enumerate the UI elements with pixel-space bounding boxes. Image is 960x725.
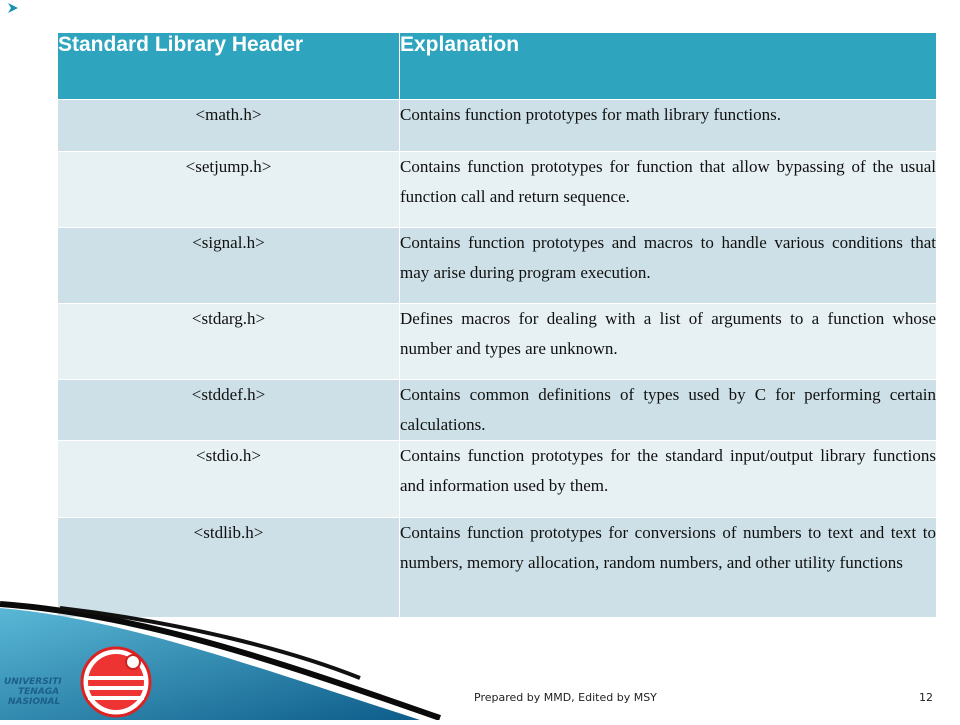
- explanation-cell: Contains function prototypes for function that allow bypassing of the usual function call and return sequence.: [400, 152, 937, 228]
- header-cell: <setjump.h>: [58, 152, 400, 228]
- column-header-explanation: Explanation: [400, 33, 937, 100]
- logo-text-line: NASIONAL: [8, 697, 61, 707]
- explanation-cell: Contains common definitions of types used by C for performing certain calculations.: [400, 380, 937, 441]
- header-cell: <math.h>: [58, 100, 400, 152]
- table-row: [58, 152, 937, 228]
- explanation-cell: Contains function prototypes for the standard input/output library functions and information used by them.: [400, 441, 937, 518]
- logo-text-line: UNIVERSITI: [4, 677, 62, 687]
- table-row: [58, 228, 937, 304]
- page-number: 12: [919, 691, 933, 704]
- university-logo: [2, 640, 162, 720]
- logo-text-line: TENAGA: [18, 687, 60, 697]
- table-header-row: [58, 33, 937, 100]
- library-table: [57, 32, 937, 618]
- explanation-cell: Contains function prototypes for math library functions.: [400, 100, 937, 152]
- table-row: [58, 304, 937, 380]
- explanation-cell: Defines macros for dealing with a list of arguments to a function whose number and types are unknown.: [400, 304, 937, 380]
- footer-credit: Prepared by MMD, Edited by MSY: [474, 691, 657, 704]
- table-row: [58, 380, 937, 441]
- header-cell: <signal.h>: [58, 228, 400, 304]
- header-cell: <stdio.h>: [58, 441, 400, 518]
- explanation-cell: Contains function prototypes for conversions of numbers to text and text to numbers, memory allocation, random numbers, and other utility functions: [400, 518, 937, 618]
- header-cell: <stdlib.h>: [58, 518, 400, 618]
- header-cell: <stddef.h>: [58, 380, 400, 441]
- explanation-cell: Contains function prototypes and macros to handle various conditions that may arise during program execution.: [400, 228, 937, 304]
- table-row: [58, 441, 937, 518]
- column-header-library: Standard Library Header: [58, 33, 400, 100]
- arrow-right-icon: [7, 2, 19, 14]
- header-cell: <stdarg.h>: [58, 304, 400, 380]
- table-row: [58, 100, 937, 152]
